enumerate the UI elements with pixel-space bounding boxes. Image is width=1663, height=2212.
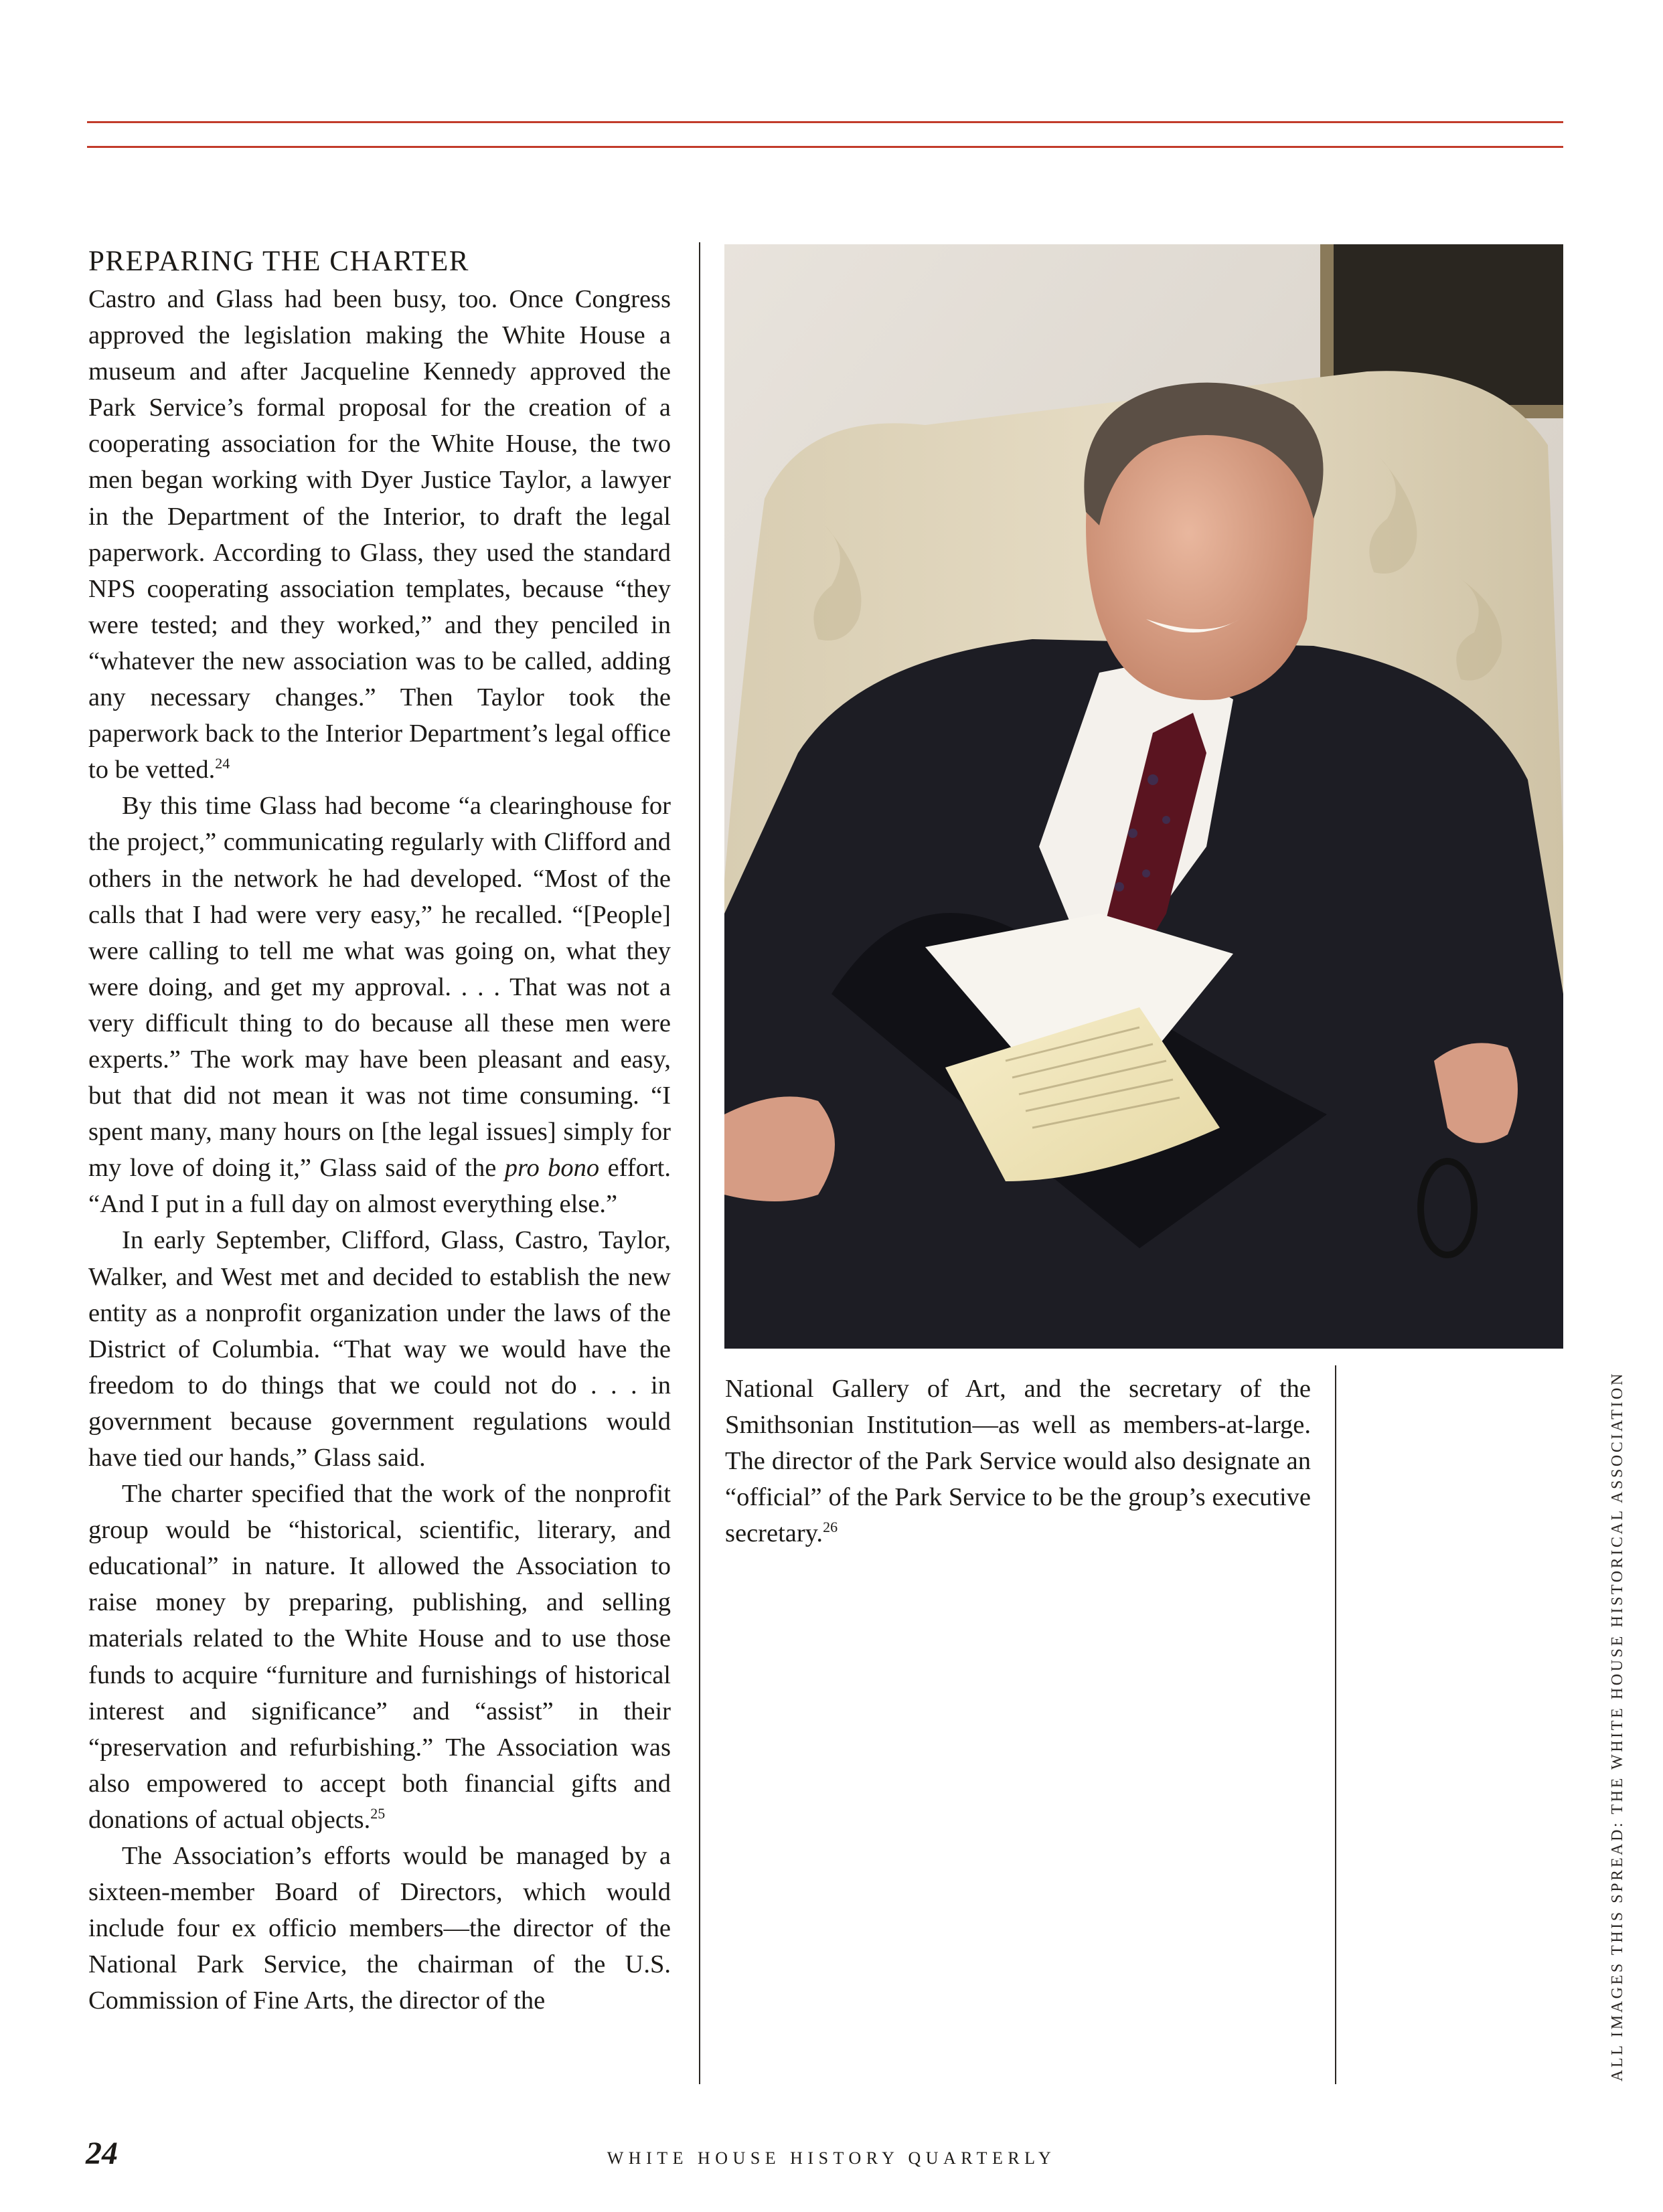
column-divider-left [699, 242, 700, 2084]
paragraph-4 [88, 1476, 671, 1838]
paragraph-2 [88, 788, 671, 1222]
endnote-24: 24 [215, 755, 230, 772]
paragraph-5: The Association’s efforts would be managed by a sixteen-member Board of Directors, which would include four ex officio members—the director of the National Park Service, the chairman of the U.S. Commission of Fine Arts, the director of the [88, 1842, 671, 2015]
header-rule-top [87, 121, 1563, 123]
endnote-26: 26 [823, 1519, 838, 1536]
column-divider-right [1335, 1365, 1336, 2084]
paragraph-6 [725, 1371, 1311, 1551]
right-text-column [725, 1371, 1311, 1551]
paragraph-2-italic: pro bono [504, 1154, 600, 1183]
paragraph-2-text-b: effort. “And I put in a full day on almost everything else.” [88, 1154, 671, 1219]
left-text-column [88, 242, 671, 2019]
paragraph-4-text: The charter specified that the work of the nonprofit group would be “historical, scientific, literary, and educational” in nature. It allowed the Association to raise money by preparing, publishing, and selling materials related to the White House and to use those funds to acquire “furniture and furnishings of historical interest and significance” and “assist” in their “preservation and refurbishing.” The Association was also empowered to accept both financial gifts and donations of actual objects. [88, 1480, 671, 1834]
section-heading: PREPARING THE CHARTER [88, 246, 469, 277]
page-number: 24 [86, 2136, 118, 2171]
photo-credit: ALL IMAGES THIS SPREAD: THE WHITE HOUSE HISTORICAL ASSOCIATION [1609, 1371, 1626, 2081]
endnote-25: 25 [370, 1805, 386, 1822]
paragraph-3: In early September, Clifford, Glass, Castro, Taylor, Walker, and West met and decided to establish the new entity as a nonprofit organization under the laws of the District of Columbia. “That way we would have the freedom to do things that we could not do . . . in government because government regulations would have tied our hands,” Glass said. [88, 1226, 671, 1472]
portrait-photo [724, 244, 1563, 1349]
paragraph-1 [88, 281, 671, 788]
running-footer: WHITE HOUSE HISTORY QUARTERLY [607, 2148, 1056, 2168]
paragraph-1-text: Castro and Glass had been busy, too. Once Congress approved the legislation making the White House a museum and after Jacqueline Kennedy approved the Park Service’s formal proposal for the creation of a cooperating association for the White House, the two men began working with Dyer Justice Taylor, a lawyer in the Department of the Interior, to draft the legal paperwork. According to Glass, they used the standard NPS cooperating association templates, because “they were tested; and they worked,” and they penciled in “whatever the new association was to be called, adding any necessary changes.” Then Taylor took the paperwork back to the Interior Department’s legal office to be vetted. [88, 285, 671, 784]
header-rule-bottom [87, 146, 1563, 148]
paragraph-2-text-a: By this time Glass had become “a clearinghouse for the project,” communicating regularly with Clifford and others in the network he had developed. “Most of the calls that I had were very easy,” he recalled. “[People] were calling to tell me what was going on, what they were doing, and get my approval. . . . That was not a very difficult thing to do because all these men were experts.” The work may have been pleasant and easy, but that did not mean it was not time consuming. “I spent many, many hours on [the legal issues] simply for my love of doing it,” Glass said of the [88, 792, 671, 1183]
paragraph-6-text: National Gallery of Art, and the secretary of the Smithsonian Institution—as well as members-at-large. The director of the Park Service would also designate an “official” of the Park Service to be the group’s executive secretary. [725, 1375, 1311, 1548]
